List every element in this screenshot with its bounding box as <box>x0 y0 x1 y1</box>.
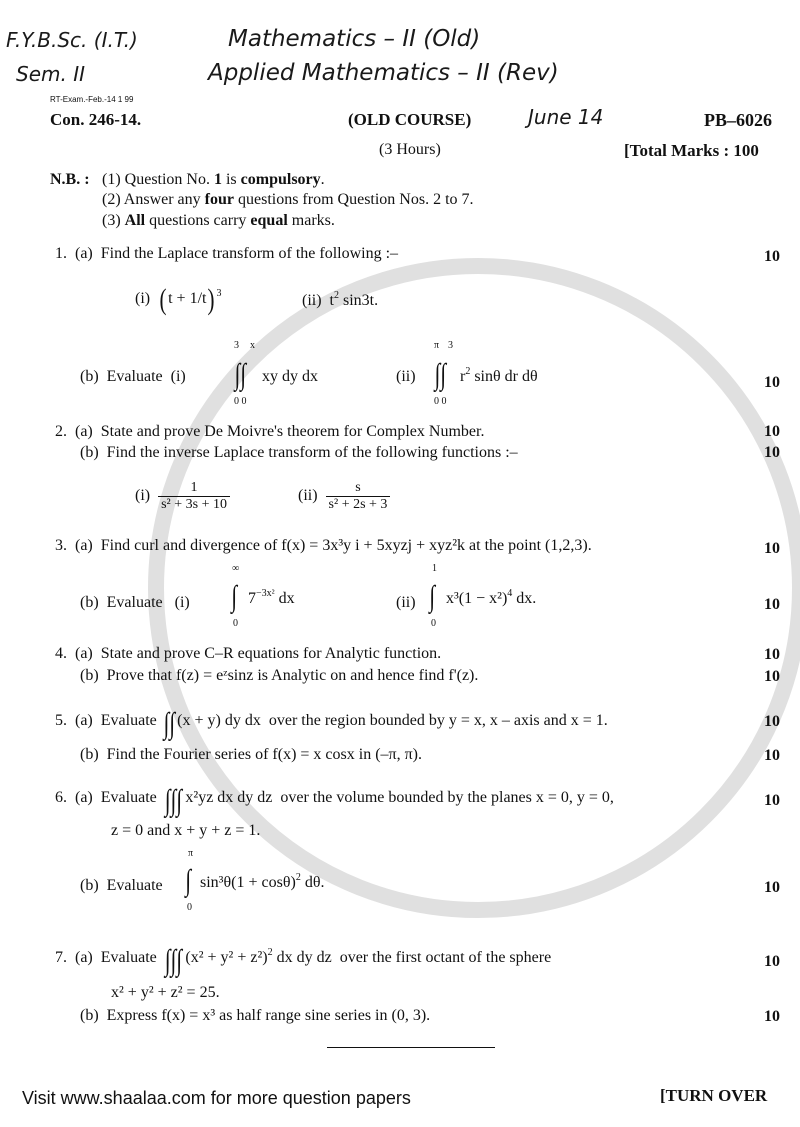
paper-code: PB–6026 <box>704 110 773 130</box>
marks: 10 <box>764 596 780 613</box>
handwritten-course: F.Y.B.Sc. (I.T.) <box>6 28 138 52</box>
duration: (3 Hours) <box>379 141 441 158</box>
turn-over: [TURN OVER <box>660 1086 768 1105</box>
nb-label: N.B. : <box>50 171 90 188</box>
limit: 0 <box>431 618 436 629</box>
handwritten-date: June 14 <box>528 105 604 129</box>
handwritten-subject-old: Mathematics – II (Old) <box>228 26 481 52</box>
limit: 3 <box>448 340 453 351</box>
integrand: $x^3(1 - x^2)^4$ dx. <box>446 588 537 607</box>
con-number: Con. 246-14. <box>50 110 142 129</box>
nb-item: (2) Answer any four questions from Question Nos. 2 to 7. <box>102 191 474 208</box>
integrand: $r^2$ sinθ dr dθ <box>460 366 538 385</box>
marks: 10 <box>764 953 780 970</box>
marks: 10 <box>764 423 780 440</box>
label: (ii) <box>396 368 416 385</box>
end-divider <box>327 1047 495 1048</box>
q5a: 5. (a) Evaluate ∫∫ (x + y) dy dx over the region bounded by y = x, x – axis and x = 1. <box>55 707 608 740</box>
integrand: $7^{-3x^2}$ dx <box>248 588 295 607</box>
handwritten-semester: Sem. II <box>16 62 85 86</box>
marks: 10 <box>764 248 780 265</box>
q4b: (b) Prove that f(z) = eᶻsinz is Analytic on and hence find f'(z). <box>80 667 479 684</box>
q5b: (b) Find the Fourier series of f(x) = x cosx in (–π, π). <box>80 746 422 763</box>
limit: 0 0 <box>434 396 447 407</box>
q2b: (b) Find the inverse Laplace transform of the following functions :– <box>80 444 518 461</box>
q1a-ii: (ii) $t^2$ sin3t. <box>302 290 379 309</box>
total-marks: [Total Marks : 100 <box>624 141 759 160</box>
limit: 3 <box>234 340 239 351</box>
integral-sign: ∫ <box>429 580 435 613</box>
marks: 10 <box>764 1008 780 1025</box>
marks: 10 <box>764 713 780 730</box>
q2b-ii: (ii) $\frac{s}{\text{s² + 2s + 3}}$ <box>298 480 390 513</box>
integrand: xy dy dx <box>262 368 318 385</box>
q3b: (b) Evaluate (i) <box>80 594 190 611</box>
limit: ∞ <box>232 563 240 574</box>
q7a: 7. (a) Evaluate ∫∫∫ $(x^2 + y^2 + z^2)^2$ dx dy dz over the first octant of the sphere <box>55 944 552 977</box>
course-label: (OLD COURSE) <box>348 110 472 129</box>
limit: x <box>250 340 255 351</box>
limit: π <box>434 340 440 351</box>
q2b-i: (i) $\frac{1}{\text{s² + 3s + 10}}$ <box>135 480 230 513</box>
integral-sign: ∫ <box>231 580 237 613</box>
marks: 10 <box>764 444 780 461</box>
q1a: 1. (a) Find the Laplace transform of the following :– <box>55 245 399 262</box>
exam-ref: RT-Exam.-Feb.-14 1 99 <box>50 95 134 104</box>
q1b: (b) Evaluate (i) <box>80 368 186 385</box>
marks: 10 <box>764 540 780 557</box>
nb-item: (3) All questions carry equal marks. <box>102 212 335 229</box>
label: (ii) <box>396 594 416 611</box>
marks: 10 <box>764 646 780 663</box>
marks: 10 <box>764 374 780 391</box>
q4a: 4. (a) State and prove C–R equations for Analytic function. <box>55 645 442 662</box>
marks: 10 <box>764 747 780 764</box>
limit: 0 <box>187 902 192 913</box>
q1a-i: (i) (t + 1/t) $^3$ <box>135 283 222 316</box>
q6a: 6. (a) Evaluate ∫∫∫ x²yz dx dy dz over the volume bounded by the planes x = 0, y = 0, <box>55 784 614 817</box>
footer-link[interactable]: Visit www.shaalaa.com for more question papers <box>22 1088 411 1108</box>
nb-item: (1) Question No. 1 is compulsory. <box>102 171 325 188</box>
q6a-continued: z = 0 and x + y + z = 1. <box>111 822 261 839</box>
q7a-continued: x² + y² + z² = 25. <box>111 984 220 1001</box>
marks: 10 <box>764 792 780 809</box>
handwritten-subject-rev: Applied Mathematics – II (Rev) <box>208 60 559 86</box>
q6b: (b) Evaluate <box>80 877 163 894</box>
limit: π <box>188 848 194 859</box>
q2a: 2. (a) State and prove De Moivre's theorem for Complex Number. <box>55 423 485 440</box>
double-integral-sign: ∫∫ <box>234 358 246 391</box>
limit: 0 0 <box>234 396 247 407</box>
limit: 1 <box>432 563 437 574</box>
integral-sign: ∫ <box>185 864 191 897</box>
integrand: $\sin^3\theta(1 + \cos\theta)^2$ dθ. <box>200 872 325 891</box>
q3a: 3. (a) Find curl and divergence of f(x) = 3x³y i + 5xyzj + xyz²k at the point (1,2,3). <box>55 537 592 554</box>
limit: 0 <box>233 618 238 629</box>
q7b: (b) Express f(x) = x³ as half range sine series in (0, 3). <box>80 1007 431 1024</box>
marks: 10 <box>764 879 780 896</box>
marks: 10 <box>764 668 780 685</box>
double-integral-sign: ∫∫ <box>434 358 446 391</box>
